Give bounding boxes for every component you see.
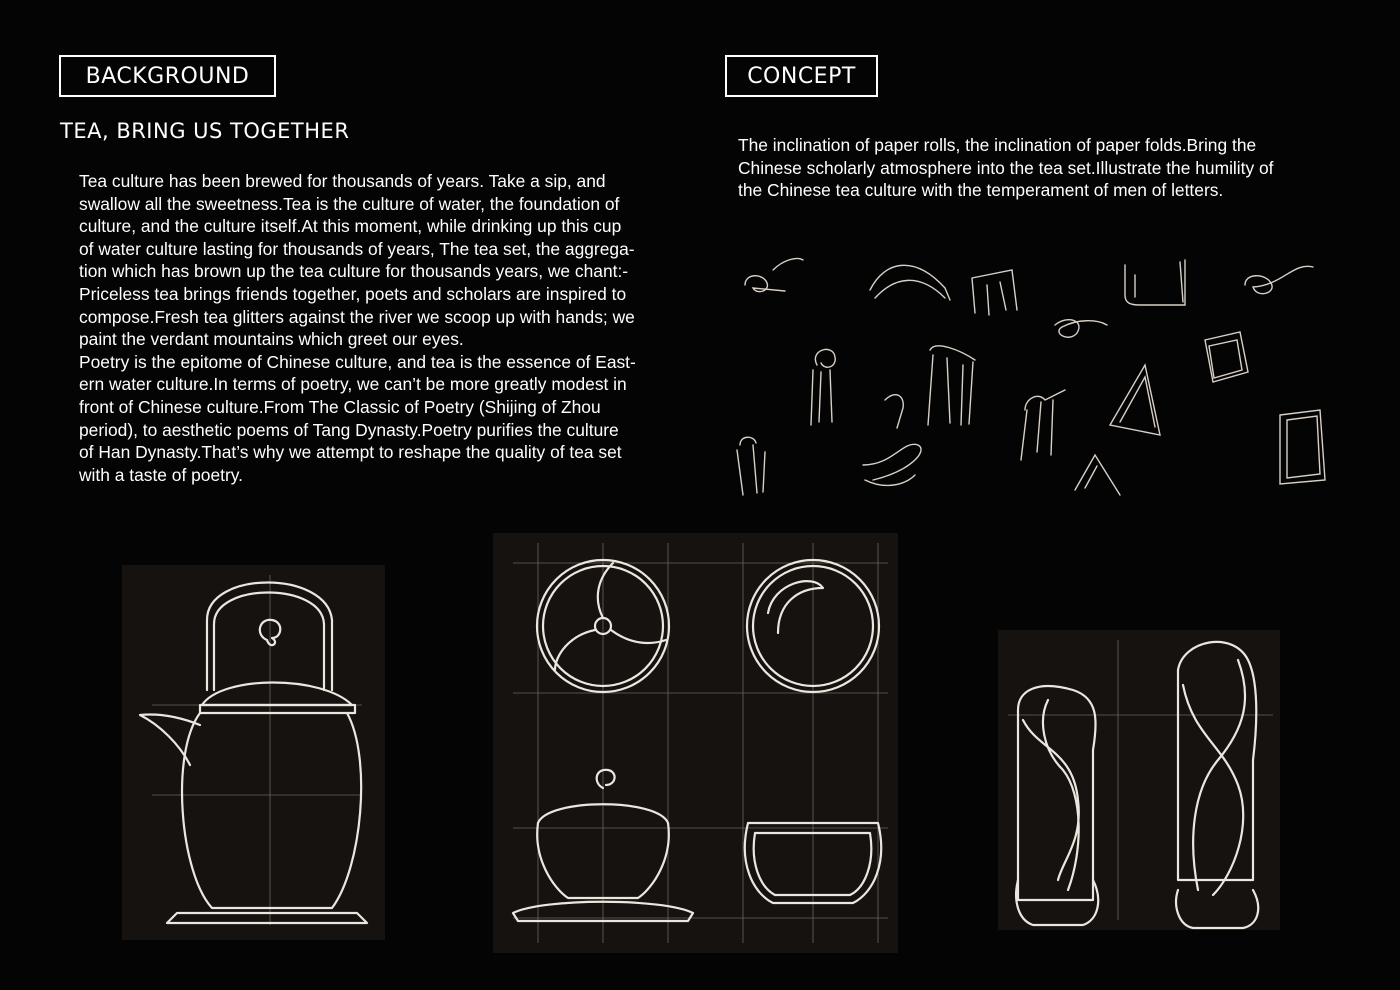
concept-paragraph: The inclination of paper rolls, the inclination of paper folds.Bring the Chinese scholarly atmosphere into the tea set.Illustrate the humility of the Chinese tea culture with the temperament of men of letters. bbox=[738, 135, 1274, 201]
concept-tag-label: CONCEPT bbox=[747, 63, 856, 89]
concept-body bbox=[738, 134, 1338, 202]
teapot-sketch bbox=[122, 565, 385, 940]
background-paragraph-2: Poetry is the epitome of Chinese culture, and tea is the essence of East- ern water culture.In terms of poetry, we can’t be more greatly modest in front of Chinese culture.From The Classic of Poetry (Shijing of Zhou period), to aesthetic poems of Tang Dynasty.Poetry purifies the culture of Han Dynasty.That’s why we attempt to reshape the quality of tea set with a taste of poetry. bbox=[79, 351, 636, 485]
cups-grid-sketch bbox=[493, 533, 898, 953]
background-section-tag bbox=[59, 55, 276, 97]
background-tag-label: BACKGROUND bbox=[85, 63, 250, 89]
paper-roll-sketches bbox=[725, 240, 1345, 515]
concept-section-tag bbox=[725, 55, 878, 97]
vessels-sketch bbox=[998, 630, 1280, 930]
background-body bbox=[79, 170, 699, 486]
background-paragraph-1: Tea culture has been brewed for thousands of years. Take a sip, and swallow all the sweetness.Tea is the culture of water, the foundation of culture, and the culture itself.At this moment, while drinking up this cup of water culture lasting for thousands of years, The tea set, the aggrega- tion which has brown up the tea culture for thousands years, we chant:- Priceless tea brings friends together, poets and scholars are inspired to compose.Fresh tea glitters against the river we scoop up with hands; we paint the verdant mountains which greet our eyes. bbox=[79, 171, 635, 350]
background-subtitle: TEA, BRING US TOGETHER bbox=[60, 119, 350, 143]
